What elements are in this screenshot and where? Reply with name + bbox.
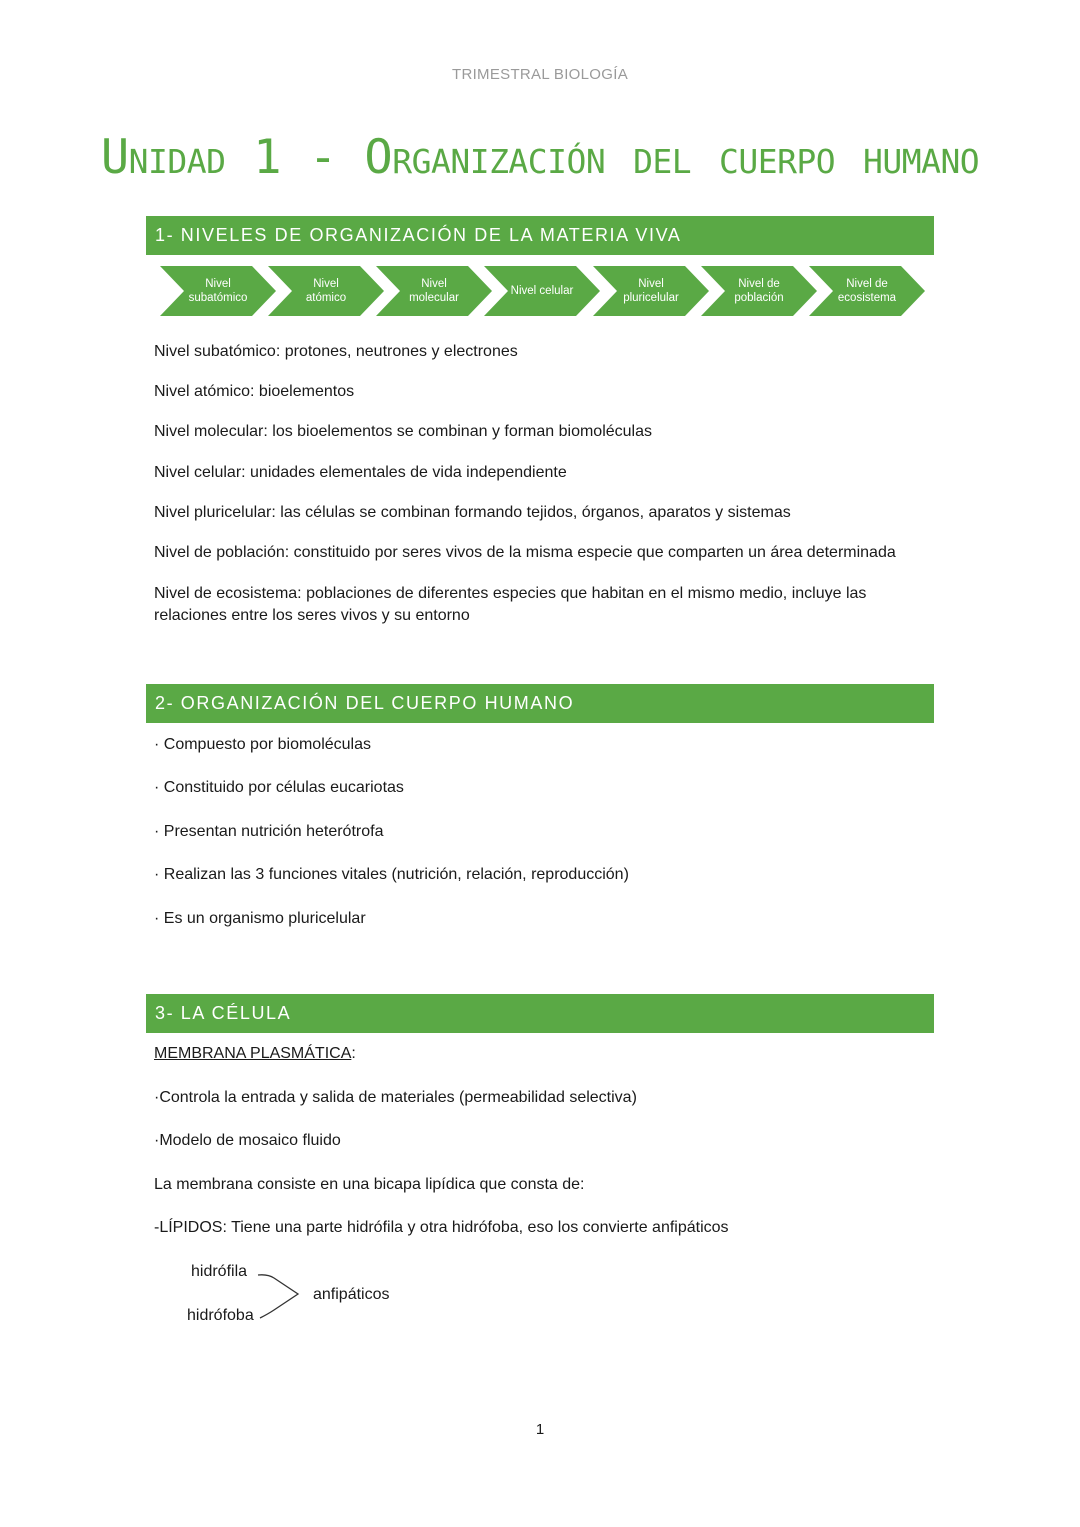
membrane-subheading xyxy=(154,1043,356,1065)
levels-chevron-diagram xyxy=(160,266,930,316)
chevron-label-poblacion: Nivel de población xyxy=(734,278,784,304)
membrane-subheading-colon: : xyxy=(351,1045,356,1062)
level-item: Nivel de población: constituido por seres vivos de la misma especie que comparten un área determinada xyxy=(154,544,896,561)
page-title: Unidad 1 - Organización del cuerpo humano xyxy=(100,130,980,185)
list-item: · Es un organismo pluricelular xyxy=(154,910,366,927)
section-heading-3: 3- LA CÉLULA xyxy=(146,994,934,1033)
section-heading-1: 1- NIVELES DE ORGANIZACIÓN DE LA MATERIA VIVA xyxy=(146,216,934,255)
chevron-label-subatomico: Nivel subatómico xyxy=(188,278,248,304)
list-item: ·Modelo de mosaico fluido xyxy=(154,1132,341,1149)
bracket-arrow-icon xyxy=(254,1265,314,1325)
membrane-subheading-text: MEMBRANA PLASMÁTICA xyxy=(154,1045,352,1062)
list-item: · Compuesto por biomoléculas xyxy=(154,736,371,753)
list-item: · Constituido por células eucariotas xyxy=(154,779,404,796)
list-item: · Presentan nutrición heterótrofa xyxy=(154,823,384,840)
chevron-label-ecosistema: Nivel de ecosistema xyxy=(837,278,897,304)
level-item: Nivel molecular: los bioelementos se combinan y forman biomoléculas xyxy=(154,423,653,440)
list-item: ·Controla la entrada y salida de materiales (permeabilidad selectiva) xyxy=(154,1089,637,1106)
chevron-label-atomico: Nivel atómico xyxy=(305,278,347,304)
chevron-label-celular: Nivel celular xyxy=(510,285,574,297)
diagram-hidrofila: hidrófila xyxy=(191,1263,248,1280)
chevron-label-molecular: Nivel molecular xyxy=(409,278,459,304)
list-item: -LÍPIDOS: Tiene una parte hidrófila y otra hidrófoba, eso los convierte anfipáticos xyxy=(154,1219,729,1236)
diagram-hidrofoba: hidrófoba xyxy=(187,1307,254,1324)
section-heading-2: 2- ORGANIZACIÓN DEL CUERPO HUMANO xyxy=(146,684,934,723)
level-item: Nivel de ecosistema: poblaciones de diferentes especies que habitan en el mismo medio, incluye las relaciones entre los seres vivos y su entorno xyxy=(154,585,867,624)
page-number: 1 xyxy=(535,1421,545,1438)
page-header: TRIMESTRAL BIOLOGÍA xyxy=(451,66,628,83)
chevron-label-pluricelular: Nivel pluricelular xyxy=(623,278,679,304)
diagram-anfipaticos: anfipáticos xyxy=(313,1286,390,1303)
level-item: Nivel pluricelular: las células se combinan formando tejidos, órganos, aparatos y sistemas xyxy=(154,504,791,521)
list-item: La membrana consiste en una bicapa lipídica que consta de: xyxy=(154,1176,585,1193)
level-item: Nivel subatómico: protones, neutrones y electrones xyxy=(154,343,518,360)
level-item: Nivel atómico: bioelementos xyxy=(154,383,355,400)
level-item: Nivel celular: unidades elementales de vida independiente xyxy=(154,464,567,481)
list-item: · Realizan las 3 funciones vitales (nutrición, relación, reproducción) xyxy=(154,866,629,883)
